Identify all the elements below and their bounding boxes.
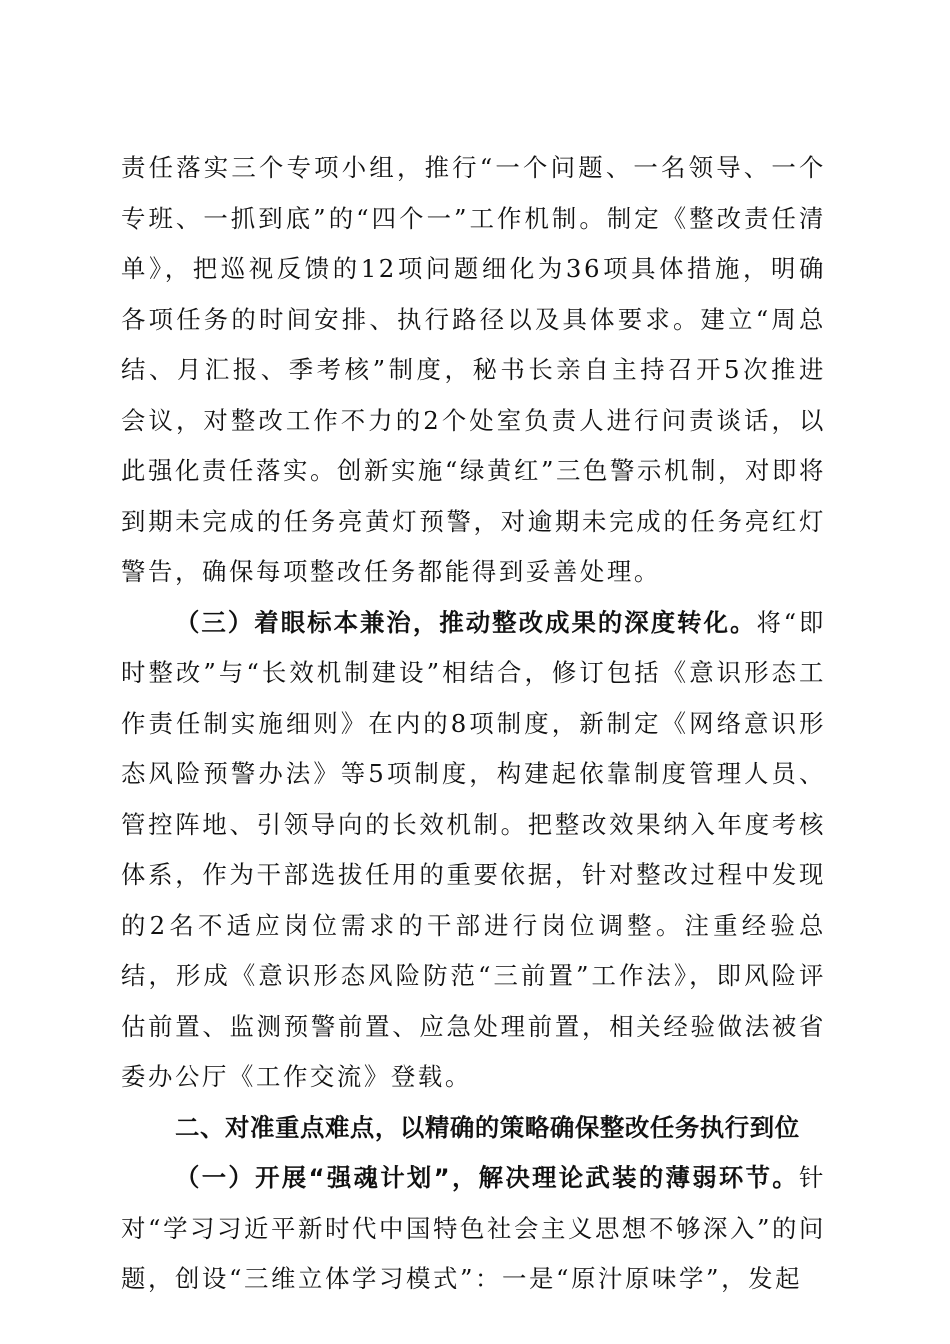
paragraph-text: 将“即时整改”与“长效机制建设”相结合，修订包括《意识形态工作责任制实施细则》在内的8项制度，新制定《网络意识形态风险预警办法》等5项制度，构建起依靠制度管理人员、管控阵地、引领导向的长效机制。把整改效果纳入年度考核体系，作为干部选拔任用的重要依据，针对整改过程中发现的2名不适应岗位需求的干部进行岗位调整。注重经验总结，形成《意识形态风险防范“三前置”工作法》，即风险评估前置、监测预警前置、应急处理前置，相关经验做法被省委办公厅《工作交流》登载。 [121,607,826,1091]
paragraph-text: 责任落实三个专项小组，推行“一个问题、一名领导、一个专班、一抓到底”的“四个一”工作机制。制定《整改责任清单》，把巡视反馈的12项问题细化为36项具体措施，明确各项任务的时间安排、执行路径以及具体要求。建立“周总结、月汇报、季考核”制度，秘书长亲自主持召开5次推进会议，对整改工作不力的2个处室负责人进行问责谈话，以此强化责任落实。创新实施“绿黄红”三色警示机制，对即将到期未完成的任务亮黄灯预警，对逾期未完成的任务亮红灯警告，确保每项整改任务都能得到妥善处理。 [121,153,826,586]
paragraph-lead: （一）开展“强魂计划”，解决理论武装的薄弱环节。 [175,1163,799,1192]
paragraph-continuation [121,143,826,598]
paragraph-lead: （三）着眼标本兼治，推动整改成果的深度转化。 [175,607,757,637]
paragraph-text: 针对“学习习近平新时代中国特色社会主义思想不够深入”的问题，创设“三维立体学习模式”：一是“原汁原味学”，发起 [121,1163,826,1293]
document-body [121,143,826,1305]
section-heading: 二、对准重点难点，以精确的策略确保整改任务执行到位 [175,1112,800,1142]
paragraph-item-one [121,1153,826,1305]
paragraph-item-three [121,598,826,1103]
